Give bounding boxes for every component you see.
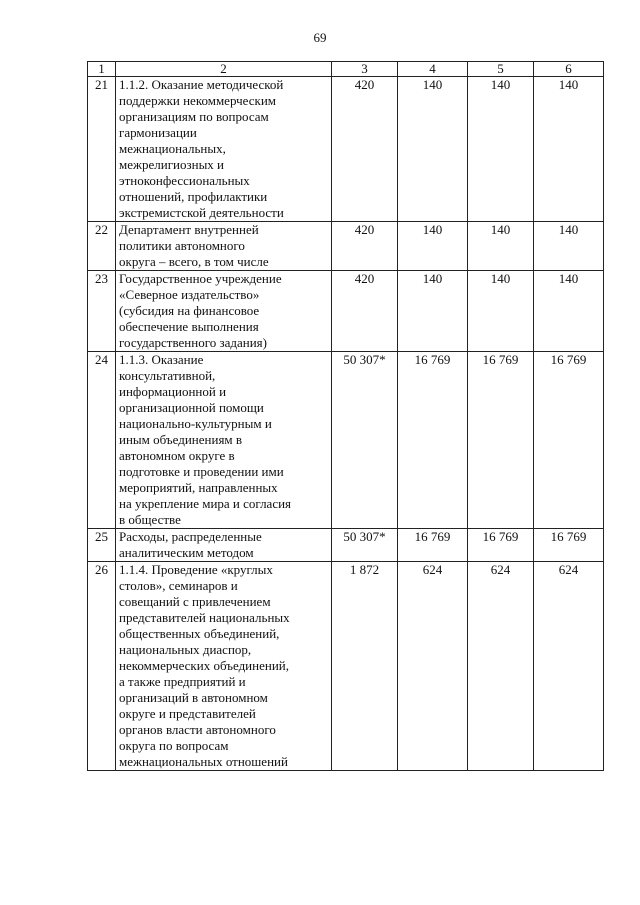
- header-cell-4: 4: [398, 62, 468, 77]
- description-line: межнациональных отношений: [119, 754, 288, 769]
- table-row: [88, 77, 604, 222]
- table-header-row: [88, 62, 604, 77]
- description-line: организационной помощи: [119, 400, 264, 415]
- value-col-5: 140: [468, 271, 534, 352]
- value-col-5: 16 769: [468, 529, 534, 562]
- value-col-6: 140: [534, 271, 604, 352]
- row-description: [116, 562, 332, 771]
- row-number: 22: [88, 222, 116, 271]
- header-cell-3: 3: [332, 62, 398, 77]
- value-col-5: 140: [468, 222, 534, 271]
- description-line: Расходы, распределенные: [119, 529, 262, 544]
- value-col-4: 140: [398, 222, 468, 271]
- value-col-3: 420: [332, 77, 398, 222]
- value-col-6: 16 769: [534, 529, 604, 562]
- value-col-4: 140: [398, 77, 468, 222]
- description-line: экстремистской деятельности: [119, 205, 284, 220]
- description-line: национальных диаспор,: [119, 642, 252, 657]
- description-line: аналитическим методом: [119, 545, 254, 560]
- description-line: Государственное учреждение: [119, 271, 282, 286]
- description-line: мероприятий, направленных: [119, 480, 278, 495]
- value-col-6: 16 769: [534, 352, 604, 529]
- description-line: государственного задания): [119, 335, 267, 350]
- description-line: 1.1.4. Проведение «круглых: [119, 562, 273, 577]
- description-line: поддержки некоммерческим: [119, 93, 277, 108]
- page-number: 69: [313, 30, 327, 45]
- header-cell-2: 2: [116, 62, 332, 77]
- description-line: органов власти автономного: [119, 722, 276, 737]
- table-row: [88, 562, 604, 771]
- description-line: «Северное издательство»: [119, 287, 260, 302]
- table-row: [88, 222, 604, 271]
- value-col-5: 16 769: [468, 352, 534, 529]
- description-line: 1.1.2. Оказание методической: [119, 77, 284, 92]
- header-cell-6: 6: [534, 62, 604, 77]
- row-number: 21: [88, 77, 116, 222]
- row-number: 25: [88, 529, 116, 562]
- value-col-4: 16 769: [398, 529, 468, 562]
- value-col-3: 420: [332, 271, 398, 352]
- value-col-3: 1 872: [332, 562, 398, 771]
- description-line: округа – всего, в том числе: [119, 254, 269, 269]
- row-description: [116, 529, 332, 562]
- header-cell-5: 5: [468, 62, 534, 77]
- description-line: иным объединениям в: [119, 432, 243, 447]
- value-col-5: 624: [468, 562, 534, 771]
- row-description: [116, 222, 332, 271]
- table-row: [88, 352, 604, 529]
- description-line: обеспечение выполнения: [119, 319, 259, 334]
- description-line: подготовке и проведении ими: [119, 464, 284, 479]
- row-description: [116, 271, 332, 352]
- value-col-4: 140: [398, 271, 468, 352]
- description-line: информационной и: [119, 384, 227, 399]
- description-line: округа по вопросам: [119, 738, 229, 753]
- header-cell-1: 1: [88, 62, 116, 77]
- description-line: представителей национальных: [119, 610, 290, 625]
- description-line: организаций в автономном: [119, 690, 268, 705]
- row-description: [116, 352, 332, 529]
- value-col-3: 50 307*: [332, 352, 398, 529]
- value-col-6: 140: [534, 222, 604, 271]
- description-line: на укрепление мира и согласия: [119, 496, 292, 511]
- value-col-5: 140: [468, 77, 534, 222]
- description-line: округе и представителей: [119, 706, 256, 721]
- description-line: (субсидия на финансовое: [119, 303, 260, 318]
- value-col-6: 140: [534, 77, 604, 222]
- description-line: политики автономного: [119, 238, 245, 253]
- description-line: консультативной,: [119, 368, 216, 383]
- description-line: некоммерческих объединений,: [119, 658, 289, 673]
- description-line: 1.1.3. Оказание: [119, 352, 204, 367]
- table-row: [88, 529, 604, 562]
- value-col-3: 420: [332, 222, 398, 271]
- description-line: в обществе: [119, 512, 181, 527]
- value-col-6: 624: [534, 562, 604, 771]
- description-line: гармонизации: [119, 125, 197, 140]
- description-line: организациям по вопросам: [119, 109, 269, 124]
- row-number: 24: [88, 352, 116, 529]
- description-line: общественных объединений,: [119, 626, 280, 641]
- table-row: [88, 271, 604, 352]
- value-col-3: 50 307*: [332, 529, 398, 562]
- description-line: отношений, профилактики: [119, 189, 268, 204]
- description-line: национально-культурным и: [119, 416, 272, 431]
- description-line: совещаний с привлечением: [119, 594, 271, 609]
- description-line: этноконфессиональных: [119, 173, 250, 188]
- description-line: столов», семинаров и: [119, 578, 238, 593]
- value-col-4: 16 769: [398, 352, 468, 529]
- value-col-4: 624: [398, 562, 468, 771]
- row-number: 26: [88, 562, 116, 771]
- description-line: межрелигиозных и: [119, 157, 225, 172]
- budget-table: [87, 61, 604, 771]
- row-number: 23: [88, 271, 116, 352]
- description-line: Департамент внутренней: [119, 222, 259, 237]
- description-line: а также предприятий и: [119, 674, 246, 689]
- row-description: [116, 77, 332, 222]
- description-line: межнациональных,: [119, 141, 226, 156]
- description-line: автономном округе в: [119, 448, 235, 463]
